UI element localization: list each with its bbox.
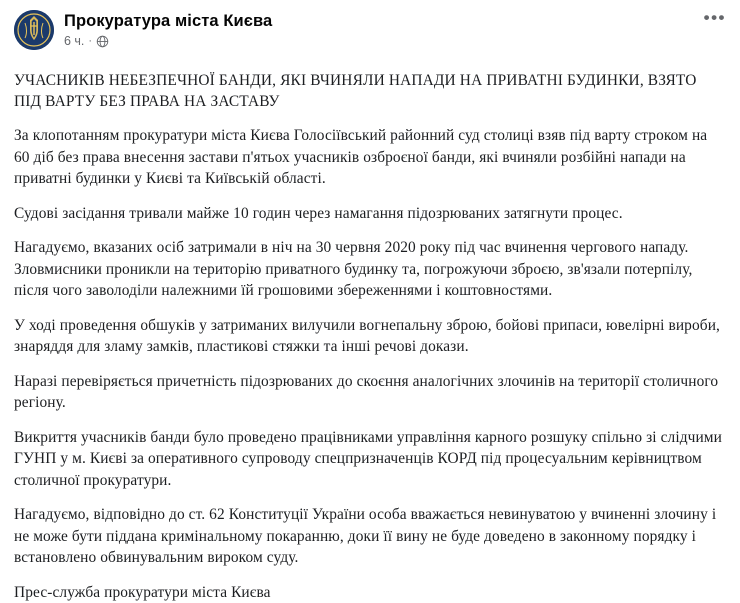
ellipsis-icon: •••	[704, 12, 726, 24]
post-paragraph: У ході проведення обшуків у затриманих вилучили вогнепальну зброю, бойові припаси, ювелірні вироби, знаряддя для зламу замків, пластикові стяжки та інші речові докази.	[14, 315, 726, 358]
post-signature: Прес-служба прокуратури міста Києва	[14, 582, 726, 603]
post-paragraph: Нагадуємо, відповідно до ст. 62 Конституції України особа вважається невинуватою у вчиненні злочину і не може бути піддана кримінальному покаранню, доки її вину не буде доведено в законному порядку і встановлено обвинувальним вироком суду.	[14, 504, 726, 569]
post-paragraph: Нагадуємо, вказаних осіб затримали в ніч на 30 червня 2020 року під час вчинення чергового нападу. Зловмисники проникли на територію приватного будинку та, погрожуючи зброєю, зв'язали потерпілу, після чого заволоділи належними їй грошовими збереженнями і коштовностями.	[14, 237, 726, 302]
prosecutor-emblem-avatar[interactable]	[14, 10, 54, 50]
post-paragraph: Судові засідання тривали майже 10 годин через намагання підозрюваних затягнути процес.	[14, 203, 726, 225]
post-paragraph: Наразі перевіряється причетність підозрюваних до скоєння аналогічних злочинів на території столичного регіону.	[14, 371, 726, 414]
post-body	[14, 70, 726, 603]
post-options-button[interactable]	[696, 10, 726, 36]
post-meta	[64, 34, 696, 48]
post-header	[14, 10, 726, 62]
post-paragraph: Викриття учасників банди було проведено працівниками управління карного розшуку спільно зі слідчими ГУНП у м. Києві за оперативного супроводу спецпризначенців КОРД під процесуальним керівництвом столичної прокуратури.	[14, 427, 726, 492]
post-paragraph: За клопотанням прокуратури міста Києва Голосіївський районний суд столиці взяв під варту строком на 60 діб без права внесення застави п'ятьох учасників озброєної банди, які вчиняли розбійні напади на приватні будинки у Києві та Київській області.	[14, 125, 726, 190]
post-header-text	[64, 10, 696, 48]
post-timestamp[interactable]: 6 ч.	[64, 34, 84, 48]
meta-separator: ·	[88, 36, 92, 47]
post-headline: УЧАСНИКІВ НЕБЕЗПЕЧНОЇ БАНДИ, ЯКІ ВЧИНЯЛИ НАПАДИ НА ПРИВАТНІ БУДИНКИ, ВЗЯТО ПІД ВАРТУ БЕЗ ПРАВА НА ЗАСТАВУ	[14, 70, 726, 112]
page-name[interactable]: Прокуратура міста Києва	[64, 11, 696, 31]
globe-icon[interactable]	[96, 35, 109, 48]
